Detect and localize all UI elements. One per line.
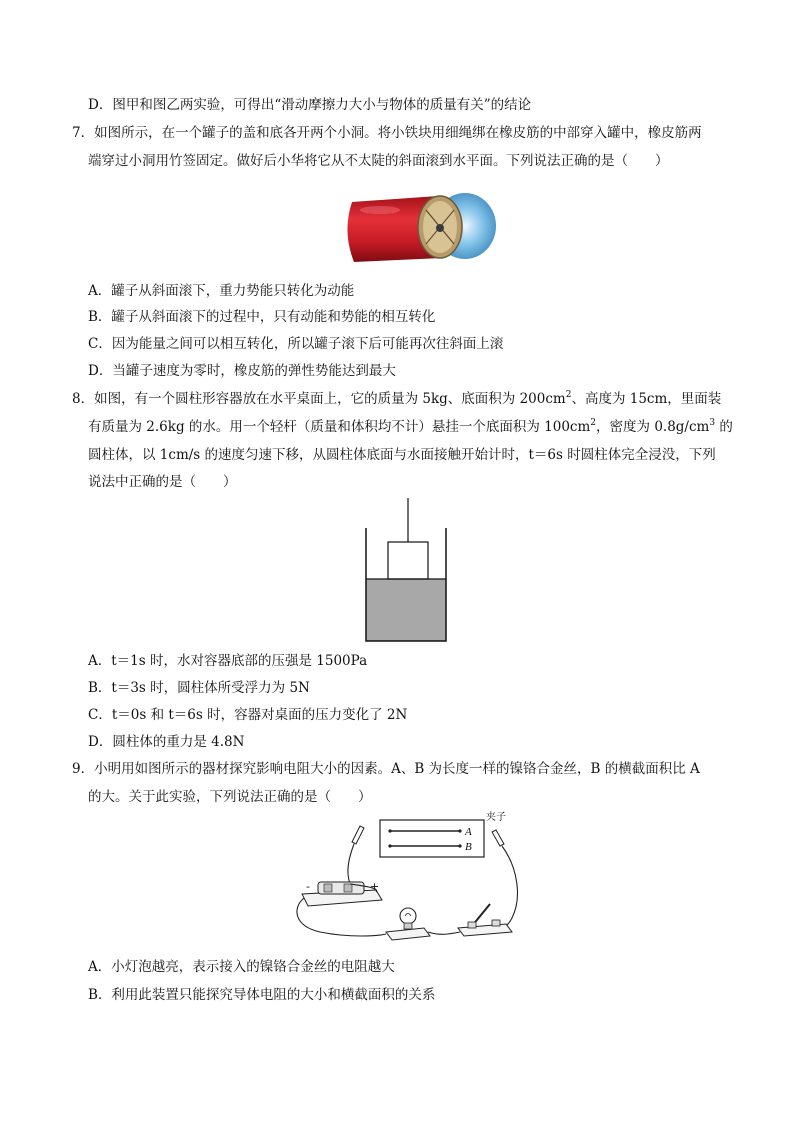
q8-stem-line-2: 有质量为 2.6kg 的水。用一个轻杆（质量和体积均不计）悬挂一个底面积为 $100cm^2$，密度为 $0.8g/cm^3$ 的 — [88, 417, 733, 435]
water — [366, 579, 446, 641]
rolling-can-figure — [340, 188, 500, 273]
left-clip — [352, 826, 364, 844]
wire-a-label: A — [465, 826, 472, 838]
right-clip — [492, 830, 504, 846]
q9-option-b: B．利用此装置只能探究导体电阻的大小和横截面积的关系 — [88, 987, 436, 1003]
iron-block — [436, 224, 444, 232]
q8-stem-line-4: 说法中正确的是（ ） — [88, 474, 237, 490]
cylinder-block — [388, 542, 428, 579]
switch-base — [458, 924, 512, 936]
q8-option-d: D．圆柱体的重力是 4.8N — [88, 734, 245, 750]
q8-stem-line-1: 8．如图，有一个圆柱形容器放在水平桌面上，它的质量为 5kg、底面积为 $200cm^2$、高度为 15cm，里面装 — [72, 389, 722, 407]
q7-option-d: D．当罐子速度为零时，橡皮筋的弹性势能达到最大 — [88, 363, 396, 379]
q7-option-a: A．罐子从斜面滚下，重力势能只转化为动能 — [88, 283, 355, 299]
resistance-circuit-figure — [290, 808, 530, 948]
q9-option-a: A．小灯泡越亮，表示接入的镍铬合金丝的电阻越大 — [88, 959, 395, 975]
q8-option-c: C．t＝0s 和 t＝6s 时，容器对桌面的压力变化了 2N — [88, 707, 408, 723]
q6-option-d: D．图甲和图乙两实验，可得出“滑动摩擦力大小与物体的质量有关”的结论 — [88, 97, 532, 113]
clip-label: 夹子 — [486, 812, 506, 823]
q7-option-b: B．罐子从斜面滚下的过程中，只有动能和势能的相互转化 — [88, 309, 436, 325]
q9-stem-line-2: 的大。关于此实验，下列说法正确的是（ ） — [88, 789, 372, 805]
q9-stem-line-1: 9．小明用如图所示的器材探究影响电阻大小的因素。A、B 为长度一样的镍铬合金丝，B 的横截面积比 A — [72, 761, 700, 777]
bulb — [400, 908, 416, 924]
bulb-base — [386, 928, 430, 940]
battery-minus-label: - — [306, 880, 310, 893]
q7-option-c: C．因为能量之间可以相互转化，所以罐子滚下后可能再次往斜面上滚 — [88, 336, 504, 352]
q7-stem-line-2: 端穿过小洞用竹签固定。做好后小华将它从不太陡的斜面滚到水平面。下列说法正确的是（ ） — [88, 153, 669, 169]
q8-stem-line-3: 圆柱体，以 1cm/s 的速度匀速下移，从圆柱体底面与水面接触开始计时，t＝6s 时圆柱体完全浸没，下列 — [88, 447, 716, 463]
q8-option-a: A．t＝1s 时，水对容器底部的压强是 1500Pa — [88, 653, 368, 669]
q7-stem-line-1: 7．如图所示，在一个罐子的盖和底各开两个小洞。将小铁块用细绳绑在橡皮筋的中部穿入罐中，橡皮筋两 — [72, 125, 702, 141]
cylinder-container-figure — [364, 496, 448, 644]
battery-plus-label: + — [370, 880, 380, 893]
wire-b-label: B — [465, 841, 472, 853]
q8-option-b: B．t＝3s 时，圆柱体所受浮力为 5N — [88, 680, 310, 696]
